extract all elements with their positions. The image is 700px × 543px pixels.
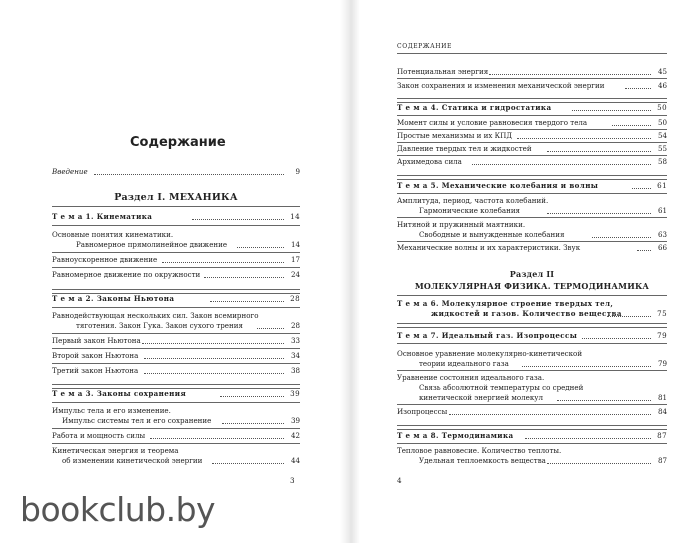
topic-6-heading [397,299,667,319]
divider [52,206,300,207]
toc-entry [397,373,667,403]
toc-entry [397,349,667,369]
toc-entry-line: Нитяной и пружинный маятники. [397,220,526,229]
dot-leader [557,400,651,401]
toc-page-number: 58 [657,157,667,166]
toc-entry-intro [52,167,300,177]
dot-leader [607,316,651,317]
divider [397,129,667,130]
dot-leader [572,110,651,111]
section-heading-line: МОЛЕКУЛЯРНАЯ ФИЗИКА. ТЕРМОДИНАМИКА [414,281,650,291]
toc-page-number: 66 [657,243,667,252]
dot-leader [150,438,284,439]
divider [397,404,667,405]
dot-leader [449,414,651,415]
divider [397,370,667,371]
toc-entry-line: об изменении кинетической энергии [62,456,203,465]
dot-leader [222,423,284,424]
divider [52,225,300,226]
divider [397,193,667,194]
toc-entry-line: Изопроцессы [397,407,448,416]
toc-entry [52,336,300,346]
toc-entry-line: Удельная теплоемкость вещества [419,456,546,465]
divider [397,115,667,116]
section-heading: Раздел I. МЕХАНИКА [114,192,238,203]
dot-leader [625,88,651,89]
toc-page-number: 28 [290,321,300,330]
divider [397,425,667,430]
dot-leader [144,373,284,374]
toc-page-number: 50 [657,103,667,112]
topic-7-heading [397,331,667,341]
toc-page-number: 79 [657,359,667,368]
dot-leader [212,463,284,464]
toc-page-number: 33 [290,336,300,345]
toc-page-number: 9 [295,167,300,176]
divider [52,267,300,268]
toc-entry [52,311,300,331]
toc-entry-line: Равнодействующая нескольких сил. Закон всемирного [52,311,259,320]
toc-entry-line: Уравнение состояния идеального газа. [397,373,545,382]
section-2-heading [397,269,667,291]
toc-entry-line: Момент силы и условие равновесия твердого тела [397,118,588,127]
toc-entry [397,157,667,167]
toc-entry-line: Основное уравнение молекулярно-кинетической [397,349,583,358]
dot-leader [144,358,284,359]
watermark: bookclub.by [20,490,216,529]
toc-entry-line: Первый закон Ньютона [52,336,141,345]
dot-leader [522,366,651,367]
toc-entry [52,255,300,265]
toc-entry [397,131,667,141]
divider [397,142,667,143]
topic-8-heading [397,431,667,441]
dot-leader [94,174,284,175]
topic-label: Т е м а 4. Статика и гидростатика [397,103,552,112]
toc-entry-line: Равномерное движение по окружности [52,270,201,279]
dot-leader [582,338,651,339]
topic-label: Т е м а 2. Законы Ньютона [52,294,175,303]
toc-page-number: 87 [657,456,667,465]
page-number: 4 [397,476,402,485]
divider [397,217,667,218]
toc-entry-line: Свободные и вынужденные колебания [419,230,565,239]
toc-entry-line: теории идеального газа [419,359,509,368]
toc-entry [397,144,667,154]
toc-entry-line: Третий закон Ньютона [52,366,139,375]
divider [52,443,300,444]
toc-entry-line: Равномерное прямолинейное движение [76,240,228,249]
divider [397,443,667,444]
dot-leader [204,277,284,278]
topic-label: жидкостей и газов. Количество вещества [431,309,622,318]
divider [397,295,667,296]
dot-leader [220,396,284,397]
dot-leader [517,138,651,139]
divider [52,348,300,349]
toc-entry [52,446,300,466]
toc-entry [397,243,667,253]
dot-leader [192,219,284,220]
toc-page-number: 14 [290,212,300,221]
toc-page-number: 42 [290,431,300,440]
toc-entry [397,196,667,216]
contents-title: Содержание [130,135,226,150]
divider [397,241,667,242]
toc-entry [52,431,300,441]
toc-page-number: 55 [657,144,667,153]
toc-page-number: 50 [657,118,667,127]
toc-page-number: 28 [290,294,300,303]
section-heading-line: Раздел II [509,269,555,279]
toc-entry-label: Введение [52,167,88,176]
dot-leader [547,463,651,464]
toc-entry-line: Равноускоренное движение [52,255,158,264]
dot-leader [210,301,284,302]
dot-leader [257,328,284,329]
dot-leader [237,247,284,248]
toc-page-number: 63 [657,230,667,239]
toc-page-number: 87 [657,431,667,440]
dot-leader [637,250,651,251]
toc-entry-line: Импульс системы тел и его сохранение [62,416,212,425]
topic-label: Т е м а 7. Идеальный газ. Изопроцессы [397,331,578,340]
toc-page-number: 44 [290,456,300,465]
toc-page-number: 34 [290,351,300,360]
toc-page-number: 81 [657,393,667,402]
dot-leader [142,343,284,344]
divider [52,307,300,308]
running-head: СОДЕРЖАНИЕ [397,43,452,50]
divider [397,53,667,54]
toc-page-number: 61 [657,206,667,215]
toc-entry-line: кинетической энергией молекул [419,393,543,402]
topic-3-heading [52,389,300,399]
dot-leader [489,74,651,75]
toc-entry [397,118,667,128]
topic-2-heading [52,294,300,304]
dot-leader [612,125,651,126]
toc-entry-line: Простые механизмы и их КПД [397,131,513,140]
toc-page-number: 17 [290,255,300,264]
toc-entry [397,81,667,91]
toc-entry-line: Архимедова сила [397,157,462,166]
divider [397,175,667,180]
toc-entry [397,407,667,417]
toc-entry-line: Кинетическая энергия и теорема [52,446,179,455]
dot-leader [162,262,284,263]
toc-entry-line: Гармонические колебания [419,206,521,215]
divider [52,402,300,403]
toc-entry-line: Основные понятия кинематики. [52,230,174,239]
left-page [0,0,340,543]
toc-entry-line: Закон сохранения и изменения механической энергии [397,81,605,90]
toc-page-number: 24 [290,270,300,279]
topic-label: Т е м а 1. Кинематика [52,212,153,221]
dot-leader [632,188,651,189]
toc-entry-line: Давление твердых тел и жидкостей [397,144,532,153]
toc-entry [397,67,667,77]
toc-entry-line: Тепловое равновесие. Количество теплоты. [397,446,562,455]
toc-entry-line: Механические волны и их характеристики. Звук [397,243,581,252]
toc-entry [52,270,300,280]
dot-leader [547,213,651,214]
topic-label: Т е м а 5. Механические колебания и волны [397,181,599,190]
divider [52,428,300,429]
toc-entry-line: Амплитуда, период, частота колебаний. [397,196,549,205]
toc-page-number: 39 [290,416,300,425]
toc-entry [52,366,300,376]
toc-page-number: 46 [657,81,667,90]
book-spine [340,0,360,543]
toc-page-number: 75 [657,309,667,318]
topic-label: Т е м а 8. Термодинамика [397,431,514,440]
toc-page-number: 39 [290,389,300,398]
dot-leader [472,164,651,165]
toc-page-number: 79 [657,331,667,340]
toc-entry-line: Потенциальная энергия [397,67,489,76]
right-page [360,0,700,543]
toc-page-number: 38 [290,366,300,375]
toc-entry-line: Импульс тела и его изменение. [52,406,171,415]
toc-page-number: 45 [657,67,667,76]
toc-entry [397,220,667,240]
topic-label: Т е м а 6. Молекулярное строение твердых тел, [397,299,614,308]
toc-page-number: 54 [657,131,667,140]
toc-entry [52,351,300,361]
toc-entry-line: тяготения. Закон Гука. Закон сухого трения [76,321,243,330]
divider [397,323,667,328]
toc-page-number: 14 [290,240,300,249]
toc-entry-line: Второй закон Ньютона [52,351,139,360]
toc-entry [397,446,667,466]
topic-1-heading [52,212,300,222]
page-number: 3 [290,476,295,485]
topic-5-heading [397,181,667,191]
toc-entry [52,230,300,250]
divider [397,343,667,344]
divider [52,252,300,253]
toc-entry-line: Работа и мощность силы [52,431,146,440]
toc-page-number: 84 [657,407,667,416]
dot-leader [525,438,651,439]
divider [52,333,300,334]
toc-page-number: 61 [657,181,667,190]
toc-entry-line: Связь абсолютной температуры со средней [419,383,584,392]
topic-label: Т е м а 3. Законы сохранения [52,389,187,398]
divider [52,363,300,364]
divider [397,78,667,79]
dot-leader [592,237,651,238]
toc-entry [52,406,300,426]
dot-leader [547,151,651,152]
divider [397,155,667,156]
topic-4-heading [397,103,667,113]
